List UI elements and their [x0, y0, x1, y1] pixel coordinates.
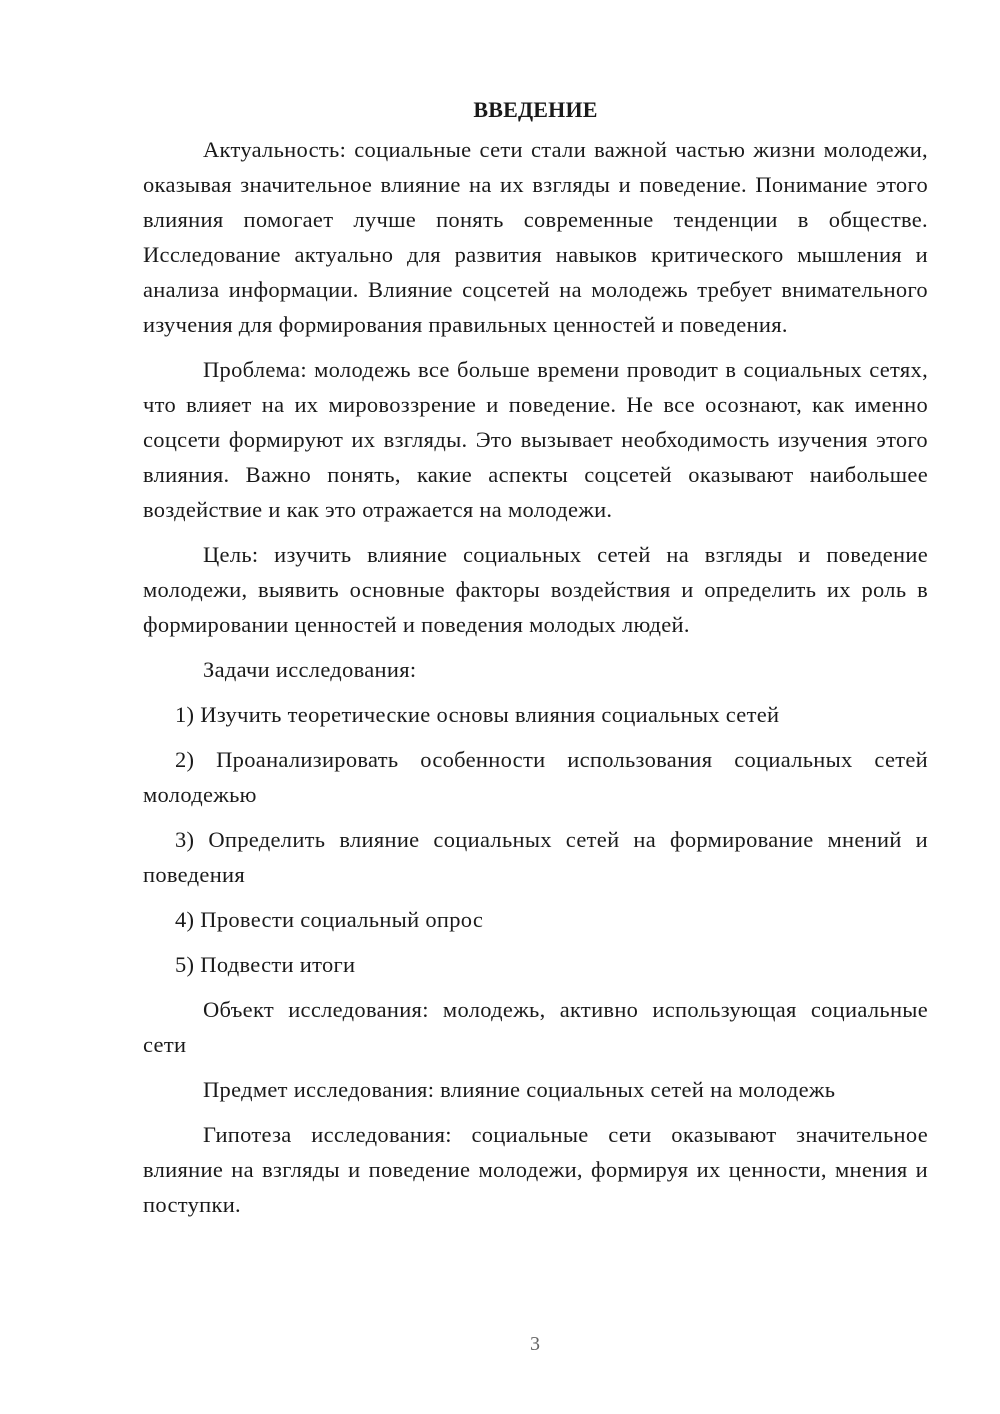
task-item: 1) Изучить теоретические основы влияния социальных сетей: [175, 702, 780, 727]
task-item: 2) Проанализировать особенности использования социальных сетей молодежью: [143, 747, 928, 807]
page-number: 3: [530, 1333, 540, 1355]
task-item: 3) Определить влияние социальных сетей на формирование мнений и поведения: [143, 827, 928, 887]
page-title: ВВЕДЕНИЕ: [473, 97, 598, 122]
problem-paragraph: Проблема: молодежь все больше времени проводит в социальных сетях, что влияет на их мировоззрение и поведение. Не все осознают, как именно соцсети формируют их взгляды. Это вызывает необходимость изучения этого влияния. Важно понять, какие аспекты соцсетей оказывают наибольшее воздействие и как это отражается на молодежи.: [143, 357, 928, 522]
relevance-paragraph: Актуальность: социальные сети стали важной частью жизни молодежи, оказывая значительное влияние на их взгляды и поведение. Понимание этого влияния помогает лучше понять современные тенденции в обществе. Исследование актуально для развития навыков критического мышления и анализа информации. Влияние соцсетей на молодежь требует внимательного изучения для формирования правильных ценностей и поведения.: [143, 137, 928, 337]
tasks-title: Задачи исследования:: [203, 657, 417, 682]
object-paragraph: Объект исследования: молодежь, активно использующая социальные сети: [143, 997, 928, 1057]
hypothesis-paragraph: Гипотеза исследования: социальные сети оказывают значительное влияние на взгляды и поведение молодежи, формируя их ценности, мнения и поступки.: [143, 1122, 928, 1217]
task-item: 5) Подвести итоги: [175, 952, 356, 977]
document-page: [143, 88, 928, 1232]
goal-paragraph: Цель: изучить влияние социальных сетей на взгляды и поведение молодежи, выявить основные факторы воздействия и определить их роль в формировании ценностей и поведения молодых людей.: [143, 542, 928, 637]
task-item: 4) Провести социальный опрос: [175, 907, 484, 932]
subject-paragraph: Предмет исследования: влияние социальных сетей на молодежь: [203, 1077, 836, 1102]
